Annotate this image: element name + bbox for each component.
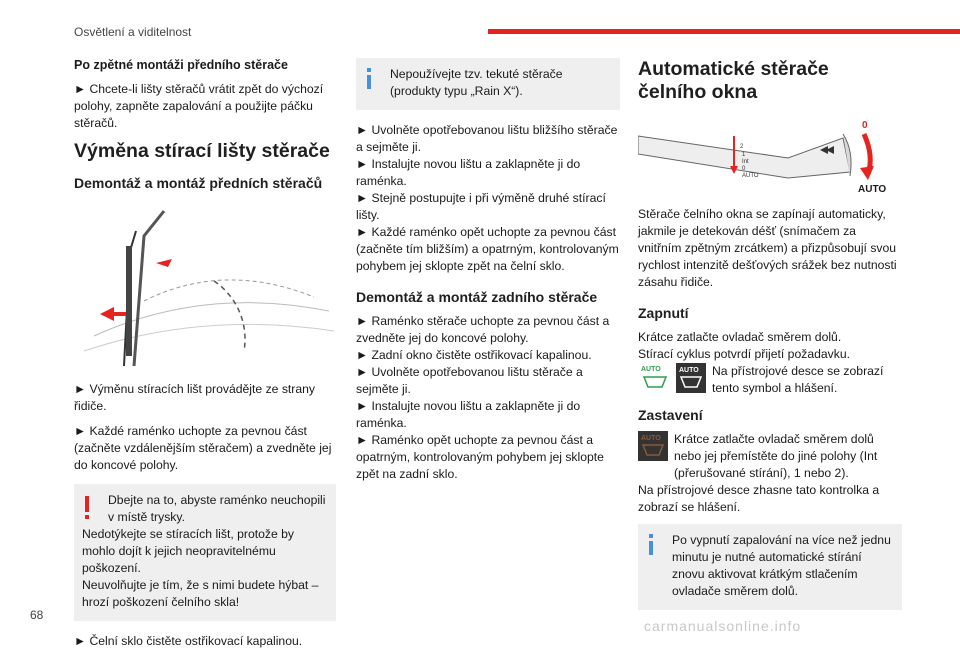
wiper-arm-raised (134, 211, 164, 366)
rear-step-2: ► Zadní okno čistěte ostřikovací kapalinou. (356, 348, 592, 362)
info-icon (366, 68, 372, 89)
watermark: carmanualsonline.info (644, 618, 802, 634)
on-text-3: Na přístrojové desce se zobrazí tento symbol a hlášení. (712, 364, 884, 395)
on-icon-row (638, 363, 902, 397)
lever-label-int: Int (742, 159, 749, 165)
off-text-2: Na přístrojové desce zhasne tato kontrolka a zobrazí se hlášení. (638, 483, 880, 514)
column-middle (356, 58, 620, 483)
rear-step-1: ► Raménko stěrače uchopte za pevnou část a zvedněte jej do koncové polohy. (356, 314, 610, 345)
heading-on: Zapnutí (638, 305, 689, 321)
column-right (638, 58, 902, 622)
rear-step-5: ► Raménko opět uchopte za pevnou část a opatrným, kontrolovaným pohybem jej sklopte zpět na zadní sklo. (356, 433, 604, 481)
auto-wiper-dark-icon (676, 363, 706, 393)
heading-front-wipers: Demontáž a montáž předních stěračů (74, 175, 323, 191)
lever-label-0: 0 (742, 166, 746, 172)
wiper-blade (126, 246, 132, 356)
info-text-restart: Po vypnutí zapalování na více než jednu minutu je nutné automatické stírání znovu aktivovat krátkým stlačením ovladače směrem dolů. (672, 533, 891, 598)
rear-step-4: ► Instalujte novou lištu a zaklapněte ji do raménka. (356, 399, 581, 430)
para-front-refit: ► Chcete-li lišty stěračů vrátit zpět do výchozí polohy, zapněte zapalování a použijte páčku stěračů. (74, 82, 324, 130)
lever-label-auto: AUTO (742, 173, 759, 179)
info-box-rainx (356, 58, 620, 110)
para-front-2: ► Každé raménko uchopte za pevnou část (začněte vzdálenějším stěračem) a zvedněte jej do koncové polohy. (74, 424, 332, 472)
section-header: Osvětlení a viditelnost (74, 25, 192, 39)
heading-rear-wiper: Demontáž a montáž zadního stěrače (356, 289, 598, 305)
info-box-restart (638, 524, 902, 610)
off-text-1: Krátce zatlačte ovladač směrem dolů nebo jej přemístěte do jiné polohy (Int (přerušované stírání), 1 nebo 2). (674, 432, 878, 480)
label-auto: AUTO (858, 184, 887, 195)
auto-wiper-outline-icon (638, 363, 672, 393)
heading-auto-wipers: Automatické stěrače čelního okna (638, 58, 829, 103)
lever-label-1: 1 (742, 152, 746, 158)
on-text-2: Stírací cyklus potvrdí přijetí požadavku. (638, 347, 851, 361)
wiper-stalk-illustration (638, 116, 902, 196)
auto-dark-icon-label: AUTO (679, 367, 699, 374)
lever-label-2: 2 (740, 144, 744, 150)
column-left (74, 58, 336, 658)
para-auto-intro: Stěrače čelního okna se zapínají automaticky, jakmile je detekován déšť (snímačem za vnitřním zpětným zrcátkem) a přizpůsobují svou rychlost intenzitě dešťových srážek bez nutnosti zásahu řidiče. (638, 207, 897, 289)
info-text-rainx: Nepoužívejte tzv. tekuté stěrače (produkty typu „Rain X“). (390, 67, 563, 98)
step-4: ► Každé raménko opět uchopte za pevnou část (začněte tím bližším) a opatrným, kontrolovaným pohybem jej sklopte zpět na čelní sklo. (356, 225, 619, 273)
step-2: ► Instalujte novou lištu a zaklapněte ji do raménka. (356, 157, 581, 188)
para-clean: ► Čelní sklo čistěte ostřikovací kapalinou. (74, 634, 303, 648)
step-1: ► Uvolněte opotřebovanou lištu bližšího stěrače a sejměte ji. (356, 123, 618, 154)
para-front-1: ► Výměnu stíracích lišt provádějte ze strany řidiče. (74, 382, 316, 413)
windshield-edge-2 (84, 324, 334, 351)
heading-replace-blade: Výměna stírací lišty stěrače (74, 140, 330, 162)
info-icon-restart (648, 534, 654, 555)
warning-text-3: Neuvolňujte je tím, že s nimi budete hýbat – hrozí poškození čelního skla! (82, 578, 319, 609)
auto-wiper-off-icon (638, 431, 668, 461)
warning-box (74, 484, 336, 621)
heading-off: Zastavení (638, 407, 703, 423)
windshield-arc (144, 280, 314, 301)
auto-icon-label: AUTO (641, 366, 661, 373)
header-accent-bar (488, 29, 960, 34)
rear-step-3: ► Uvolněte opotřebovanou lištu stěrače a sejměte ji. (356, 365, 583, 396)
label-zero: 0 (862, 120, 868, 131)
warning-text-2: Nedotýkejte se stíracích lišt, protože by mohlo dojít k jejich neopravitelnému poškození. (82, 527, 295, 575)
heading-front-refit: Po zpětné montáži předního stěrače (74, 58, 288, 72)
step-3: ► Stejně postupujte i při výměně druhé stírací lišty. (356, 191, 606, 222)
page-number: 68 (30, 608, 44, 622)
arrow-up-icon (156, 259, 172, 267)
auto-off-icon-label: AUTO (641, 435, 661, 442)
on-text-1: Krátce zatlačte ovladač směrem dolů. (638, 330, 842, 344)
warning-text-1: Dbejte na to, abyste raménko neuchopili v místě trysky. (108, 493, 326, 524)
warning-icon (84, 496, 90, 519)
arrow-left-icon (100, 307, 114, 321)
front-wiper-illustration (74, 201, 336, 371)
off-icon-row (638, 431, 902, 482)
